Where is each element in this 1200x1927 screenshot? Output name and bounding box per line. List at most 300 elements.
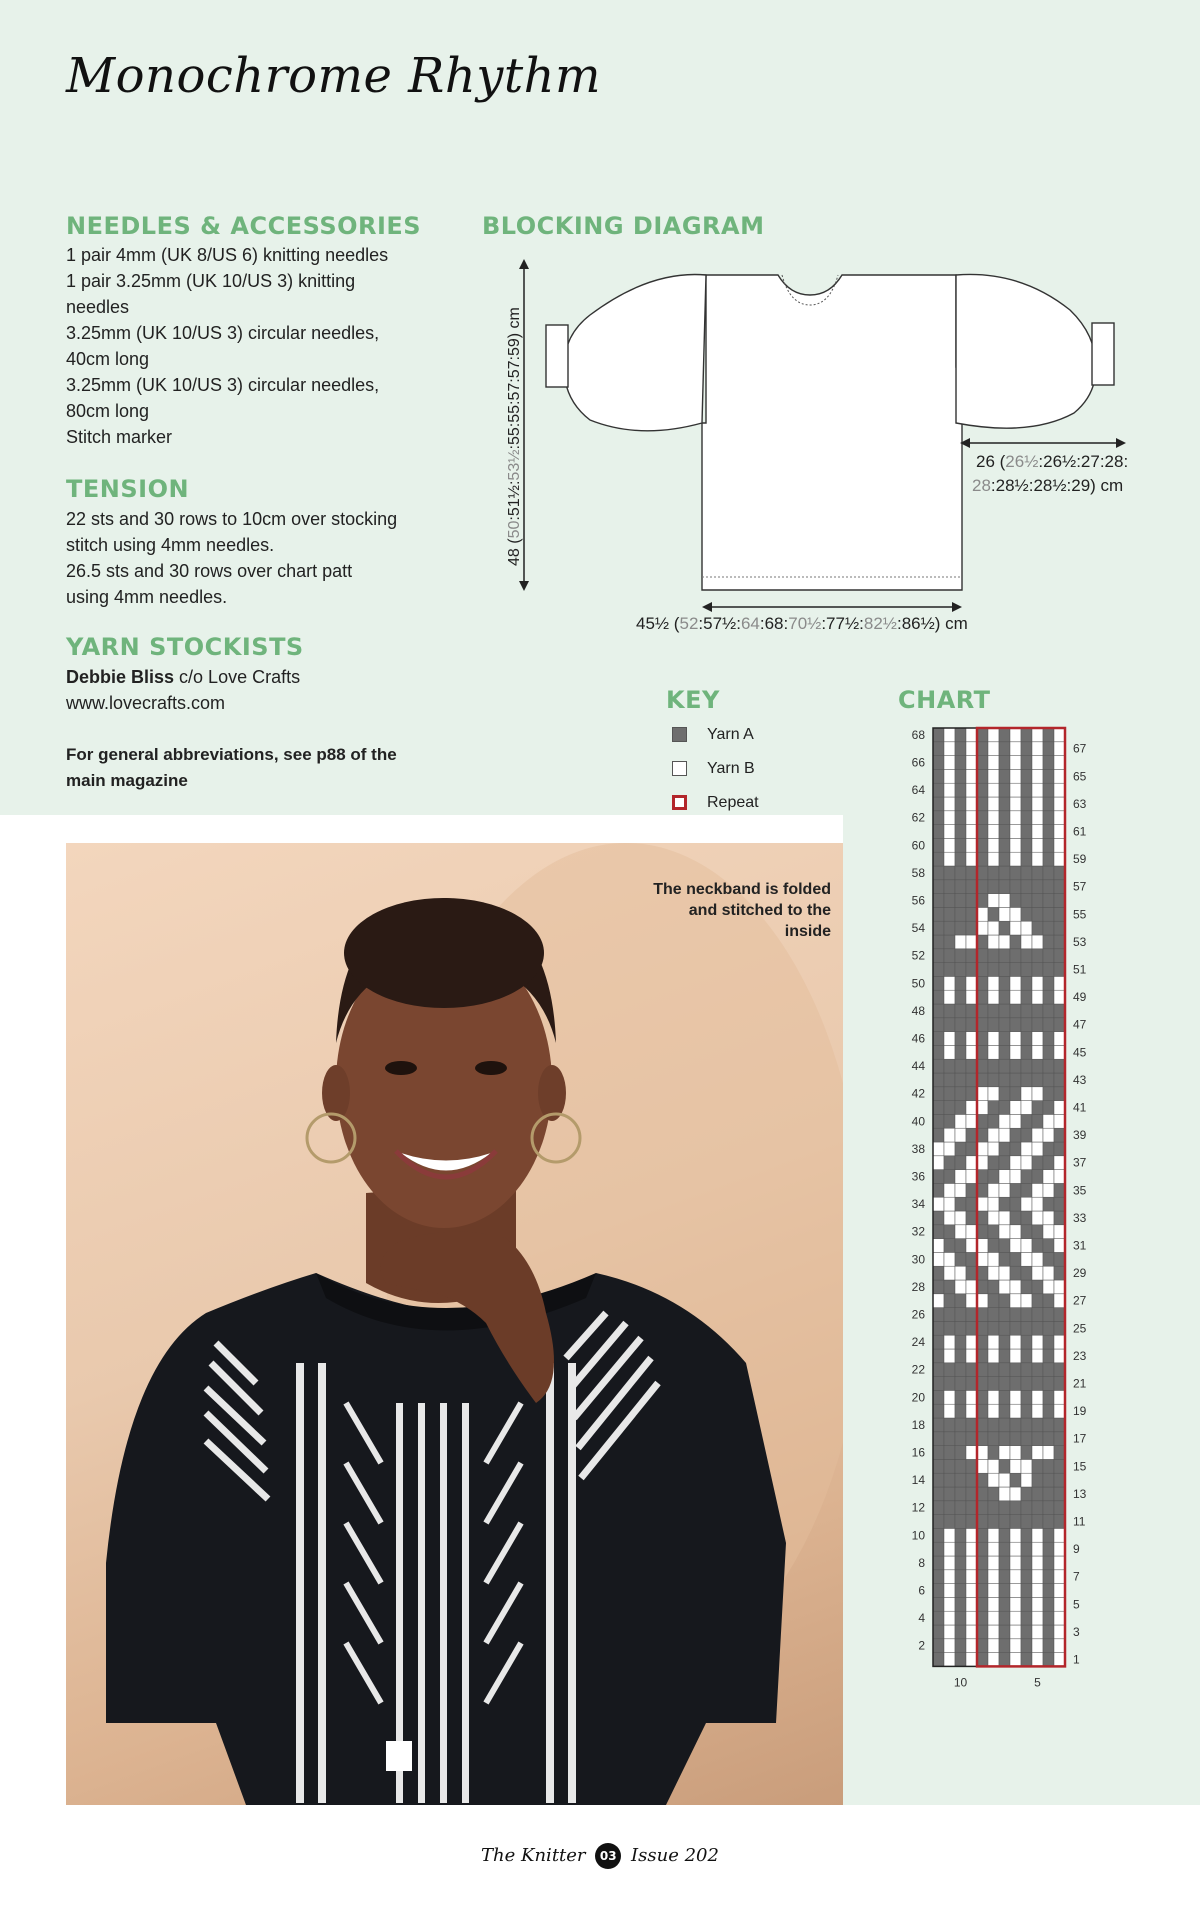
sleeve-measurement-line2: 28:28½:28½:29) cm (972, 476, 1124, 495)
chart-cell (1054, 1294, 1065, 1308)
chart-cell (955, 825, 966, 839)
chart-cell (1054, 1349, 1065, 1363)
chart-cell (1043, 921, 1054, 935)
chart-cell (944, 769, 955, 783)
row-number-right: 55 (1073, 907, 1087, 922)
chart-cell (933, 783, 944, 797)
chart-cell (1021, 1280, 1032, 1294)
chart-cell (955, 797, 966, 811)
chart-cell (933, 756, 944, 770)
tension-line: 22 sts and 30 rows to 10cm over stocking (66, 509, 398, 529)
chart-cell (988, 1556, 999, 1570)
chart-cell (944, 1004, 955, 1018)
chart-cell (1032, 907, 1043, 921)
chart-cell (1043, 852, 1054, 866)
chart-cell (944, 1308, 955, 1322)
row-number-left: 8 (918, 1555, 925, 1570)
chart-cell (999, 1018, 1010, 1032)
chart-cell (1054, 1377, 1065, 1391)
chart-cell (1032, 990, 1043, 1004)
yarn-a-swatch (672, 727, 687, 742)
chart-cell (955, 1597, 966, 1611)
chart-cell (977, 1239, 988, 1253)
chart-cell (1054, 1142, 1065, 1156)
length-measurement: 48 (50:51½:53½:55:55:57:57:59) cm (506, 307, 523, 566)
chart-cell (1032, 797, 1043, 811)
row-number-left: 48 (911, 1003, 925, 1018)
chart-cell (1043, 1087, 1054, 1101)
chart-cell (1021, 1611, 1032, 1625)
chart-cell (955, 1446, 966, 1460)
row-number-right: 45 (1073, 1045, 1087, 1060)
chart-cell (955, 1114, 966, 1128)
chart-cell (1032, 1611, 1043, 1625)
chart-cell (999, 1611, 1010, 1625)
chart-cell (1054, 1556, 1065, 1570)
chart-cell (944, 1045, 955, 1059)
chart-cell (988, 1639, 999, 1653)
chart-cell (1043, 1266, 1054, 1280)
chart-cell (933, 1170, 944, 1184)
chart-cell (933, 728, 944, 742)
chart-cell (1021, 1390, 1032, 1404)
chart-cell (1043, 1073, 1054, 1087)
chart-cell (1032, 1032, 1043, 1046)
chart-cell (1021, 797, 1032, 811)
chart-cell (988, 769, 999, 783)
chart-cell (1032, 1252, 1043, 1266)
chart-cell (933, 963, 944, 977)
chart-cell (988, 1570, 999, 1584)
chart-cell (1010, 1045, 1021, 1059)
chart-cell (1054, 1404, 1065, 1418)
row-number-right: 63 (1073, 796, 1087, 811)
chart-cell (1010, 1308, 1021, 1322)
chart-cell (999, 1487, 1010, 1501)
chart-cell (955, 1004, 966, 1018)
chart-cell (977, 1363, 988, 1377)
chart-cell (1032, 921, 1043, 935)
chart-cell (966, 1280, 977, 1294)
chart-cell (944, 1542, 955, 1556)
chart-cell (944, 1556, 955, 1570)
chart-cell (955, 1170, 966, 1184)
chart-cell (1032, 1128, 1043, 1142)
chart-cell (933, 838, 944, 852)
chart-cell (999, 921, 1010, 935)
chart-cell (1043, 1404, 1054, 1418)
chart-cell (955, 1501, 966, 1515)
chart-cell (1021, 1625, 1032, 1639)
stockists-heading: YARN STOCKISTS (66, 633, 304, 661)
chart-cell (988, 1252, 999, 1266)
key-label: Yarn B (707, 760, 755, 777)
footer (0, 1843, 1200, 1869)
row-number-right: 39 (1073, 1128, 1087, 1143)
footer-magazine: The Knitter (481, 1845, 586, 1866)
chart-cell (988, 1459, 999, 1473)
chart-cell (933, 1032, 944, 1046)
chart-cell (955, 1294, 966, 1308)
chart-cell (966, 1321, 977, 1335)
chart-cell (955, 756, 966, 770)
chart-cell (955, 1584, 966, 1598)
chart-cell (988, 1473, 999, 1487)
chart-cell (933, 742, 944, 756)
chart-cell (1032, 963, 1043, 977)
row-number-right: 17 (1073, 1431, 1087, 1446)
chart-cell (999, 976, 1010, 990)
chart-cell (999, 756, 1010, 770)
chart-cell (1021, 976, 1032, 990)
chart-cell (1021, 1225, 1032, 1239)
chart-cell (999, 1542, 1010, 1556)
chart-cell (955, 1363, 966, 1377)
chart-cell (988, 1653, 999, 1667)
chart-cell (944, 1101, 955, 1115)
row-number-right: 23 (1073, 1348, 1087, 1363)
chart-cell (1054, 811, 1065, 825)
stockist-website[interactable]: www.lovecrafts.com (66, 693, 226, 713)
chart-cell (977, 1473, 988, 1487)
chart-cell (944, 1018, 955, 1032)
chart-cell (1043, 1542, 1054, 1556)
chart-cell (966, 1515, 977, 1529)
left-sleeve-outline (564, 275, 706, 431)
chart-cell (1021, 1639, 1032, 1653)
chart-cell (977, 852, 988, 866)
row-number-left: 50 (911, 976, 925, 991)
chart-cell (944, 949, 955, 963)
chart-cell (1054, 1183, 1065, 1197)
row-number-right: 65 (1073, 769, 1087, 784)
chart-cell (955, 769, 966, 783)
chart-cell (966, 1446, 977, 1460)
row-number-left: 44 (911, 1059, 925, 1074)
row-number-left: 10 (911, 1528, 925, 1543)
chart-cell (955, 963, 966, 977)
chart-cell (1043, 1128, 1054, 1142)
chart-cell (1054, 1101, 1065, 1115)
chart-cell (1032, 825, 1043, 839)
chart-cell (1010, 1018, 1021, 1032)
chart-cell (966, 1556, 977, 1570)
width-measurement: 45½ (52:57½:64:68:70½:77½:82½:86½) cm (636, 614, 968, 633)
chart-cell (1032, 1156, 1043, 1170)
abbreviations-line: For general abbreviations, see p88 of the (66, 745, 397, 764)
chart-cell (966, 866, 977, 880)
stockist-brand-suffix: c/o Love Crafts (174, 667, 301, 687)
chart-cell (966, 852, 977, 866)
chart-cell (1032, 1059, 1043, 1073)
chart-cell (955, 1377, 966, 1391)
chart-cell (988, 1308, 999, 1322)
chart-cell (988, 1087, 999, 1101)
chart-cell (1021, 1004, 1032, 1018)
chart-cell (966, 1142, 977, 1156)
chart-cell (955, 1156, 966, 1170)
chart-cell (999, 1280, 1010, 1294)
chart-cell (955, 1639, 966, 1653)
chart-cell (988, 921, 999, 935)
chart-cell (966, 1239, 977, 1253)
chart-cell (1032, 1639, 1043, 1653)
chart-cell (966, 880, 977, 894)
chart-cell (1054, 838, 1065, 852)
chart-cell (955, 1404, 966, 1418)
row-number-right: 61 (1073, 824, 1087, 839)
row-number-left: 16 (911, 1445, 925, 1460)
chart-cell (1043, 880, 1054, 894)
chart-cell (944, 1156, 955, 1170)
chart-cell (944, 1404, 955, 1418)
chart-cell (1021, 907, 1032, 921)
chart-cell (933, 1321, 944, 1335)
chart-cell (1021, 1032, 1032, 1046)
chart-cell (999, 1473, 1010, 1487)
chart-cell (1021, 1101, 1032, 1115)
chart-cell (944, 1225, 955, 1239)
chart-cell (1054, 852, 1065, 866)
chart-cell (944, 1087, 955, 1101)
chart-cell (966, 1542, 977, 1556)
chart-cell (966, 1349, 977, 1363)
chart-cell (1010, 1459, 1021, 1473)
chart-cell (1010, 1170, 1021, 1184)
chart-cell (988, 852, 999, 866)
chart-cell (1032, 1004, 1043, 1018)
chart-cell (966, 1584, 977, 1598)
chart-cell (955, 1225, 966, 1239)
chart-cell (999, 1432, 1010, 1446)
chart-cell (1032, 949, 1043, 963)
chart-cell (977, 769, 988, 783)
chart-cell (1032, 1584, 1043, 1598)
chart-cell (1021, 1170, 1032, 1184)
chart-cell (999, 1032, 1010, 1046)
chart-cell (1043, 1045, 1054, 1059)
chart-cell (999, 769, 1010, 783)
chart-cell (966, 1335, 977, 1349)
chart-cell (1032, 1542, 1043, 1556)
chart-cell (999, 880, 1010, 894)
chart-cell (977, 1294, 988, 1308)
chart-cell (966, 1266, 977, 1280)
chart-cell (1021, 1501, 1032, 1515)
chart-cell (1054, 1087, 1065, 1101)
chart-cell (1010, 1156, 1021, 1170)
chart-cell (999, 1170, 1010, 1184)
chart-cell (933, 1128, 944, 1142)
chart-cell (1021, 1156, 1032, 1170)
chart-cell (977, 1597, 988, 1611)
chart-cell (999, 797, 1010, 811)
chart-cell (1010, 1653, 1021, 1667)
chart-cell (955, 838, 966, 852)
chart-cell (955, 990, 966, 1004)
row-number-right: 47 (1073, 1017, 1087, 1032)
chart-cell (933, 921, 944, 935)
chart-cell (999, 1073, 1010, 1087)
chart-cell (1054, 1390, 1065, 1404)
chart-cell (1032, 1142, 1043, 1156)
chart-cell (1043, 797, 1054, 811)
chart-cell (1010, 1004, 1021, 1018)
chart-cell (1043, 1611, 1054, 1625)
chart-cell (1010, 1239, 1021, 1253)
chart-cell (955, 1032, 966, 1046)
chart-cell (966, 1128, 977, 1142)
chart-cell (1032, 1211, 1043, 1225)
chart-cell (966, 1032, 977, 1046)
chart-cell (1032, 866, 1043, 880)
chart-cell (1021, 1321, 1032, 1335)
chart-cell (977, 756, 988, 770)
chart-cell (977, 1515, 988, 1529)
chart-cell (966, 1197, 977, 1211)
row-number-left: 6 (918, 1583, 925, 1598)
chart-cell (933, 1584, 944, 1598)
chart-cell (944, 1501, 955, 1515)
chart-cell (999, 1211, 1010, 1225)
chart-cell (944, 838, 955, 852)
chart-cell (933, 1432, 944, 1446)
chart-cell (966, 1101, 977, 1115)
chart-cell (999, 1087, 1010, 1101)
chart-cell (977, 825, 988, 839)
chart-cell (1021, 1597, 1032, 1611)
chart-cell (1043, 1101, 1054, 1115)
chart-cell (1054, 907, 1065, 921)
chart-cell (1054, 1528, 1065, 1542)
chart-cell (933, 1390, 944, 1404)
tension-text (66, 506, 397, 610)
chart-cell (1021, 1335, 1032, 1349)
row-number-right: 49 (1073, 990, 1087, 1005)
chart-cell (1021, 1211, 1032, 1225)
chart-cell (988, 1280, 999, 1294)
chart-cell (1010, 1128, 1021, 1142)
chart-cell (977, 1087, 988, 1101)
chart-cell (999, 1335, 1010, 1349)
chart-cell (955, 1266, 966, 1280)
chart-cell (999, 1363, 1010, 1377)
row-number-left: 18 (911, 1417, 925, 1432)
chart-cell (988, 1004, 999, 1018)
chart-cell (1054, 1308, 1065, 1322)
chart-cell (966, 1501, 977, 1515)
chart-cell (1010, 1321, 1021, 1335)
chart-cell (988, 1321, 999, 1335)
row-number-left: 34 (911, 1197, 925, 1212)
chart-cell (966, 1363, 977, 1377)
chart-cell (955, 1473, 966, 1487)
chart-cell (933, 1183, 944, 1197)
chart-cell (1021, 1584, 1032, 1598)
chart-cell (1021, 1487, 1032, 1501)
chart-cell (944, 935, 955, 949)
row-number-left: 66 (911, 755, 925, 770)
chart-cell (988, 1211, 999, 1225)
chart-cell (988, 728, 999, 742)
chart-cell (955, 811, 966, 825)
chart-cell (1010, 838, 1021, 852)
chart-cell (1010, 990, 1021, 1004)
chart-cell (955, 976, 966, 990)
chart-cell (1054, 1128, 1065, 1142)
chart-cell (1054, 976, 1065, 990)
chart-cell (988, 935, 999, 949)
chart-cell (933, 825, 944, 839)
chart-cell (944, 1473, 955, 1487)
chart-cell (1043, 1211, 1054, 1225)
chart-cell (1054, 1639, 1065, 1653)
chart-cell (1010, 1390, 1021, 1404)
chart-cell (1010, 1183, 1021, 1197)
chart-cell (1043, 783, 1054, 797)
chart-cell (1010, 880, 1021, 894)
chart-cell (1032, 1073, 1043, 1087)
chart-cell (999, 1556, 1010, 1570)
chart-cell (966, 1570, 977, 1584)
chart-cell (977, 1487, 988, 1501)
chart-cell (1043, 1349, 1054, 1363)
chart-cell (977, 1225, 988, 1239)
chart-cell (999, 1377, 1010, 1391)
chart-cell (1010, 1584, 1021, 1598)
chart-cell (977, 1570, 988, 1584)
chart-cell (999, 1390, 1010, 1404)
row-number-right: 21 (1073, 1376, 1087, 1391)
chart-cell (955, 1239, 966, 1253)
chart-cell (988, 1183, 999, 1197)
chart-cell (988, 1018, 999, 1032)
chart-cell (955, 1570, 966, 1584)
chart-cell (1032, 1597, 1043, 1611)
chart-cell (1043, 1597, 1054, 1611)
chart-cell (1021, 1128, 1032, 1142)
chart-cell (1010, 894, 1021, 908)
chart-cell (1032, 1045, 1043, 1059)
chart-cell (944, 1252, 955, 1266)
chart-cell (955, 1142, 966, 1156)
chart-cell (1054, 797, 1065, 811)
chart-cell (1021, 811, 1032, 825)
chart-cell (1043, 1114, 1054, 1128)
chart-cell (944, 976, 955, 990)
row-number-left: 28 (911, 1279, 925, 1294)
chart-cell (999, 1239, 1010, 1253)
chart-cell (1010, 1487, 1021, 1501)
chart-cell (977, 1197, 988, 1211)
footer-issue: Issue 202 (631, 1845, 719, 1866)
chart-cell (1043, 1225, 1054, 1239)
chart-cell (966, 963, 977, 977)
row-number-left: 52 (911, 948, 925, 963)
chart-cell (955, 1349, 966, 1363)
row-number-right: 53 (1073, 934, 1087, 949)
chart-cell (1010, 1280, 1021, 1294)
chart-cell (988, 1197, 999, 1211)
chart-cell (1043, 1142, 1054, 1156)
chart-cell (944, 1142, 955, 1156)
chart-cell (977, 1556, 988, 1570)
chart-cell (977, 1211, 988, 1225)
chart-cell (944, 880, 955, 894)
chart-cell (933, 1487, 944, 1501)
chart-cell (933, 1515, 944, 1529)
chart-cell (1010, 1059, 1021, 1073)
